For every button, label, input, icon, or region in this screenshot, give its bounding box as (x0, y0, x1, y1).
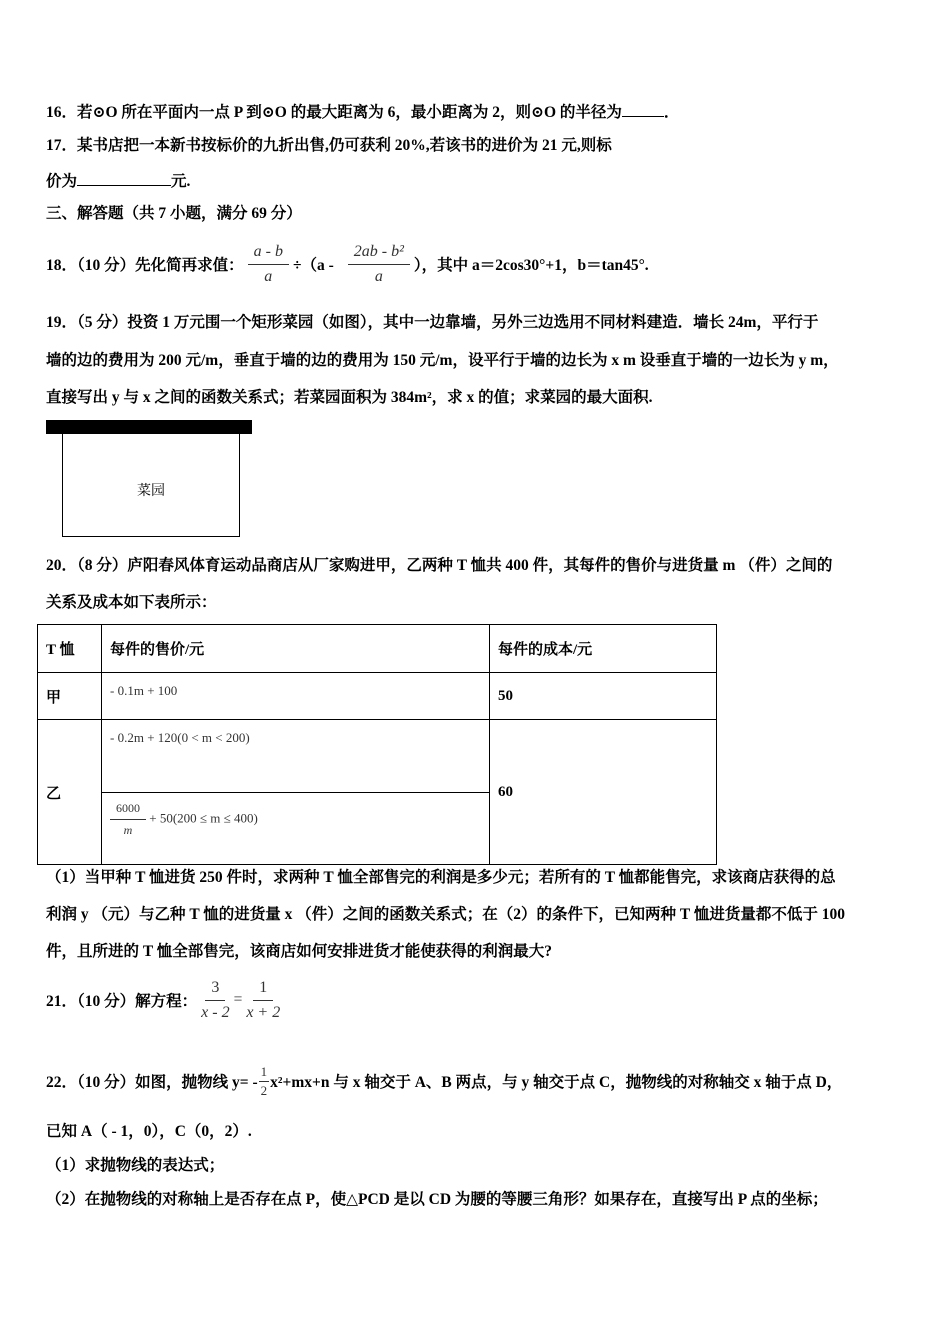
question-16 (46, 102, 679, 123)
question-20-line1: 20．（8 分）庐阳春风体育运动品商店从厂家购进甲，乙两种 T 恤共 400 件，其每件的售价与进货量 m （件）之间的 (46, 557, 833, 574)
denominator: x - 2 (201, 1003, 230, 1021)
q16-text: 16．若⊙O 所在平面内一点 P 到⊙O 的最大距离为 6，最小距离为 2，则⊙O 的半径为 (46, 104, 622, 121)
fraction (259, 1064, 270, 1099)
header-cell: 每件的成本/元 (490, 625, 717, 673)
answer-blank (622, 102, 664, 117)
numerator: 6000 (110, 801, 146, 820)
question-19-line2: 墙的边的费用为 200 元/m，垂直于墙的边的费用为 150 元/m，设平行于墙的边长为 x m 设垂直于墙的一边长为 y m， (46, 352, 839, 369)
section-heading: 三、解答题（共 7 小题，满分 69 分） (46, 205, 302, 222)
header-cell: 每件的售价/元 (102, 625, 490, 673)
answer-blank (77, 171, 171, 186)
question-20-sub2: 利润 y （元）与乙种 T 恤的进货量 x （件）之间的函数关系式；在（2）的条件下，已知两种 T 恤进货量都不低于 100 (46, 906, 845, 923)
table-row (38, 720, 717, 793)
cost-cell: 50 (490, 673, 717, 720)
question-19-line1: 19．（5 分）投资 1 万元围一个矩形菜园（如图），其中一边靠墙，另外三边选用不同材料建造．墙长 24m，平行于 (46, 314, 819, 331)
question-20-sub3: 件，且所进的 T 恤全部售完，该商店如何安排进货才能使获得的利润最大? (46, 943, 553, 960)
q16-end: ． (663, 104, 680, 121)
equals-sign: = (233, 991, 243, 1008)
question-17-line2 (46, 171, 190, 192)
fraction (348, 243, 410, 286)
numerator: 3 (205, 979, 225, 1001)
question-18 (46, 232, 649, 296)
price-cell: - 0.1m + 100 (102, 673, 490, 720)
header-cell: T 恤 (38, 625, 102, 673)
denominator: a (374, 267, 383, 285)
q22-prefix: 22．（10 分）如图，抛物线 y= - (46, 1074, 258, 1091)
garden-label: 菜园 (137, 483, 165, 499)
denominator: m (123, 823, 133, 837)
fraction (248, 243, 289, 286)
question-20-line2: 关系及成本如下表所示： (46, 594, 217, 611)
wall-figure (46, 420, 252, 434)
table-header-row (38, 625, 717, 673)
question-17-line1: 17．某书店把一本新书按标价的九折出售,仍可获利 20%,若该书的进价为 21 元,则标 (46, 137, 612, 154)
numerator: a - b (248, 243, 289, 265)
price-cell: - 0.2m + 120(0 < m < 200) (102, 720, 490, 793)
question-20-sub1: （1）当甲种 T 恤进货 250 件时，求两种 T 恤全部售完的利润是多少元；若所有的 T 恤都能售完，求该商店获得的总 (46, 869, 836, 886)
q22-suffix: x²+mx+n 与 x 轴交于 A、B 两点，与 y 轴交于点 C，抛物线的对称轴交 x 轴于点 D， (270, 1074, 843, 1091)
question-22-sub1: （1）求抛物线的表达式； (46, 1157, 225, 1174)
question-21 (46, 972, 284, 1028)
denominator: x + 2 (246, 1003, 281, 1021)
q18-suffix: ），其中 a＝2cos30°+1，b＝tan45°. (413, 257, 649, 274)
cost-cell: 60 (490, 720, 717, 865)
question-22-line2: 已知 A（ - 1，0），C（0，2）. (46, 1123, 252, 1140)
numerator: 1 (259, 1064, 270, 1082)
denominator: a (264, 267, 273, 285)
row-name: 甲 (38, 673, 102, 720)
q17-pre: 价为 (46, 173, 78, 190)
fraction (110, 801, 146, 838)
question-19-line3: 直接写出 y 与 x 之间的函数关系式；若菜园面积为 384m²，求 x 的值；求菜园的最大面积. (46, 389, 653, 406)
numerator: 2ab - b² (348, 243, 410, 265)
price-table (37, 624, 717, 865)
fraction (201, 979, 229, 1022)
price-cell (102, 793, 490, 865)
q21-prefix: 21．（10 分）解方程： (46, 993, 198, 1010)
q18-prefix: 18．（10 分）先化简再求值： (46, 257, 244, 274)
row-name: 乙 (38, 720, 102, 865)
numerator: 1 (253, 979, 273, 1001)
q17-post: 元. (171, 173, 191, 190)
garden-figure (62, 434, 240, 537)
question-22-sub2: （2）在抛物线的对称轴上是否存在点 P，使△PCD 是以 CD 为腰的等腰三角形？如果存在，直接写出 P 点的坐标； (46, 1191, 828, 1208)
price-rest: + 50(200 ≤ m ≤ 400) (149, 810, 258, 826)
table-row (38, 673, 717, 720)
denominator: 2 (260, 1082, 268, 1098)
question-22-line1 (46, 1056, 842, 1106)
q18-mid: ÷（a - (292, 257, 334, 274)
fraction (246, 979, 280, 1022)
